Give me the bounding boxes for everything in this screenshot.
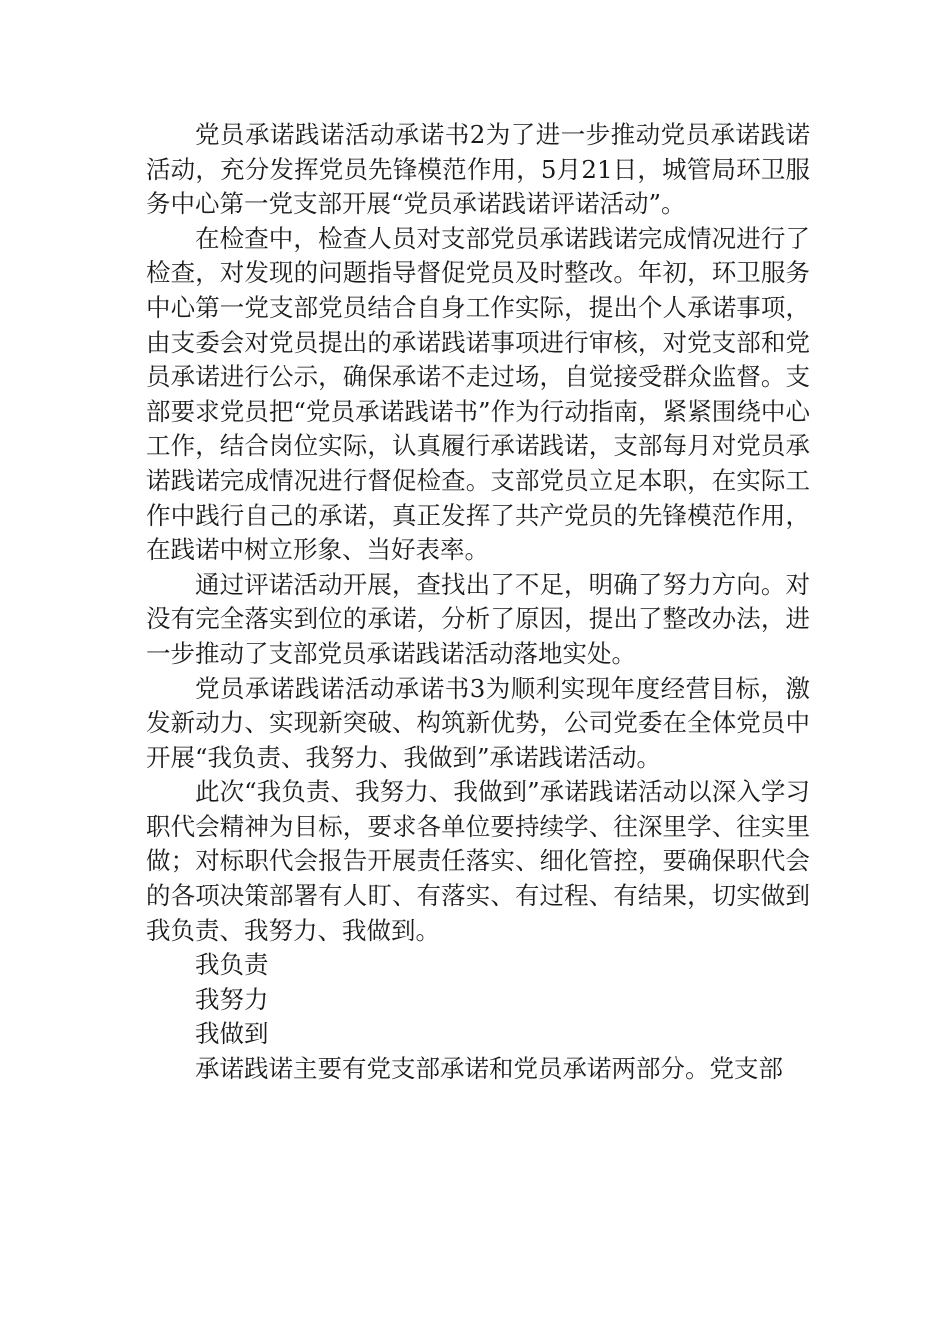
paragraph-2: 在检查中，检查人员对支部党员承诺践诺完成情况进行了检查，对发现的问题指导督促党员及时整改。年初，环卫服务中心第一党支部党员结合自身工作实际，提出个人承诺事项，由支委会对党员提出的承诺践诺事项进行审核，对党支部和党员承诺进行公示，确保承诺不走过场，自觉接受群众监督。支部要求党员把“党员承诺践诺书”作为行动指南，紧紧围绕中心工作，结合岗位实际，认真履行承诺践诺，支部每月对党员承诺践诺完成情况进行督促检查。支部党员立足本职，在实际工作中践行自己的承诺，真正发挥了共产党员的先锋模范作用，在践诺中树立形象、当好表率。 [146,223,810,565]
paragraph-7: 我努力 [195,984,269,1014]
paragraph-4: 党员承诺践诺活动承诺书3为顺利实现年度经营目标，激发新动力、实现新突破、构筑新优势，公司党委在全体党员中开展“我负责、我努力、我做到”承诺践诺活动。 [146,673,810,772]
document-body [146,118,810,1087]
paragraph-5: 此次“我负责、我努力、我做到”承诺践诺活动以深入学习职代会精神为目标，要求各单位要持续学、往深里学、往实里做；对标职代会报告开展责任落实、细化管控，要确保职代会的各项决策部署有人盯、有落实、有过程、有结果，切实做到我负责、我努力、我做到。 [146,777,810,945]
paragraph-8: 我做到 [195,1019,269,1049]
paragraph-1: 党员承诺践诺活动承诺书2为了进一步推动党员承诺践诺活动，充分发挥党员先锋模范作用，5月21日，城管局环卫服务中心第一党支部开展“党员承诺践诺评诺活动”。 [146,120,810,219]
paragraph-3: 通过评诺活动开展，查找出了不足，明确了努力方向。对没有完全落实到位的承诺，分析了原因，提出了整改办法，进一步推动了支部党员承诺践诺活动落地实处。 [146,569,810,668]
paragraph-6: 我负责 [195,950,269,980]
paragraph-9: 承诺践诺主要有党支部承诺和党员承诺两部分。党支部 [195,1054,783,1084]
